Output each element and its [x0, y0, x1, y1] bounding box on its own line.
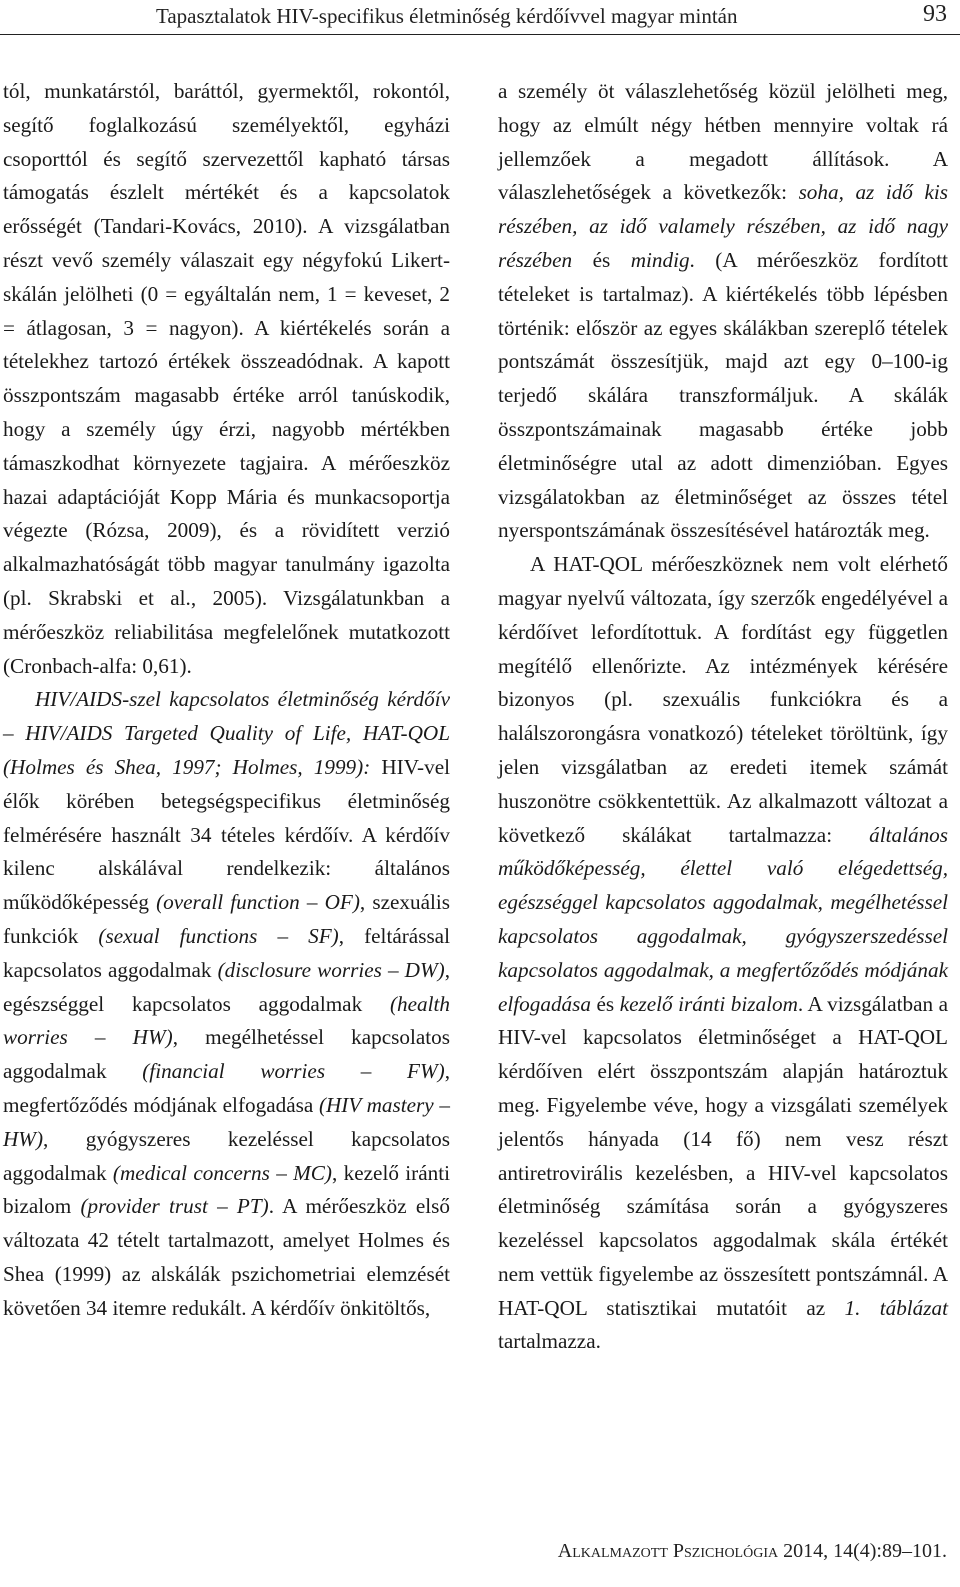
right-column	[498, 75, 948, 1359]
left-paragraph-2: HIV/AIDS-szel kapcsolatos életminőség kérdőív – HIV/AIDS Targeted Quality of Life, HAT-QOL (Holmes és Shea, 1997; Holmes, 1999): HIV-vel élők körében betegségspecifikus életminőség felmérésére használt 34 tételes kérdőív. A kérdőív kilenc alskálával rendelkezik: általános működőképesség (overall function – OF), szexuális funkciók (sexual functions – SF), feltárással kapcsolatos aggodalmak (disclosure worries – DW), egészséggel kapcsolatos aggodalmak (health worries – HW), megélhetéssel kapcsolatos aggodalmak (financial worries – FW), megfertőződés módjának elfogadása (HIV mastery – HW), gyógyszeres kezeléssel kapcsolatos aggodalmak (medical concerns – MC), kezelő iránti bizalom (provider trust – PT). A mérőeszköz első változata 42 tételt tartalmazott, amelyet Holmes és Shea (1999) az alskálák pszichometriai elemzését követően 34 itemre redukált. A kérdőív önkitöltős,	[3, 687, 451, 1320]
left-column	[3, 75, 450, 1325]
right-paragraph-1: a személy öt válaszlehetőség közül jelölheti meg, hogy az elmúlt négy hétben mennyire voltak rá jellemzőek a megadott állítások. A válaszlehetőségek a következők: soha, az idő kis részében, az idő valamely részében, az idő nagy részében és mindig. (A mérőeszköz fordított tételeket is tartalmaz). A kiértékelés több lépésben történik: először az egyes skálákban szereplő tételek pontszámát összesítjük, majd azt egy 0–100-ig terjedő skálára transzformáljuk. A skálák összpontszámainak magasabb értéke jobb életminőségre utal az adott dimenzióban. Egyes vizsgálatokban az életminőséget az összes tétel nyerspontszámának összesítésével határozták meg.	[498, 79, 948, 543]
journal-footer	[558, 1540, 947, 1563]
running-header	[0, 0, 960, 35]
page-number: 93	[923, 1, 947, 27]
right-paragraph-2: A HAT-QOL mérőeszköznek nem volt elérhető magyar nyelvű változata, így szerzők engedélyével a kérdőívet lefordítottuk. A fordítást egy független megítélő ellenőrizte. Az intézmények kérésére bizonyos (pl. szexuális funkciókra és a halálszorongásra vonatkozó) tételeket töröltünk, így jelen vizsgálatban az eredeti itemek számát huszonötre csökkentettük. Az alkalmazott változat a következő skálákat tartalmazza: általános működőképesség, élettel való elégedettség, egészséggel kapcsolatos aggodalmak, megélhetéssel kapcsolatos aggodalmak, gyógyszerszedéssel kapcsolatos aggodalmak, a megfertőződés módjának elfogadása és kezelő iránti bizalom. A vizsgálatban a HIV-vel kapcsolatos életminőséget a HAT-QOL kérdőíven elért összpontszám alapján határoztuk meg. Figyelembe véve, hogy a vizsgálati személyek jelentős hányada (14 fő) nem vesz részt antiretrovirális kezelésben, a HIV-vel kapcsolatos életminőség számítása során a gyógyszeres kezeléssel kapcsolatos aggodalmak skála értékét nem vettük figyelembe az összesített pontszámnál. A HAT-QOL statisztikai mutatóit az 1. táblázat tartalmazza.	[498, 552, 948, 1354]
running-title: Tapasztalatok HIV-specifikus életminőség kérdőívvel magyar mintán	[156, 4, 738, 28]
hat-qol-heading: HIV/AIDS-szel kapcsolatos életminőség kérdőív – HIV/AIDS Targeted Quality of Life, HAT-QOL (Holmes és Shea, 1997; Holmes, 1999):	[3, 687, 450, 779]
left-paragraph-1: tól, munkatárstól, baráttól, gyermektől, rokontól, segítő foglalkozású személyektől, egyházi csoporttól és segítő szervezettől kapható társas támogatás észlelt mértékét és a kapcsolatok erősségét (Tandari-Kovács, 2010). A vizsgálatban részt vevő személy válaszait egy négyfokú Likert-skálán jelölheti (0 = egyáltalán nem, 1 = keveset, 2 = átlagosan, 3 = nagyon). A kiértékelés során a tételekhez tartozó értékek összeadódnak. A kapott összpontszám magasabb értéke arról tanúskodik, hogy a személy úgy érzi, nagyobb mértékben támaszkodhat környezete tagjaira. A mérőeszköz hazai adaptációját Kopp Mária és munkacsoportja végezte (Rózsa, 2009), és a rövidített verzió alkalmazhatóságát több magyar tanulmány igazolta (pl. Skrabski et al., 2005). Vizsgálatunkban a mérőeszköz reliabilitása megfelelőnek mutatkozott (Cronbach-alfa: 0,61).	[3, 79, 450, 678]
journal-citation: 2014, 14(4):89–101.	[778, 1540, 947, 1562]
journal-name: Alkalmazott Pszichológia	[557, 1540, 779, 1562]
table-reference: 1. táblázat	[844, 1295, 948, 1320]
